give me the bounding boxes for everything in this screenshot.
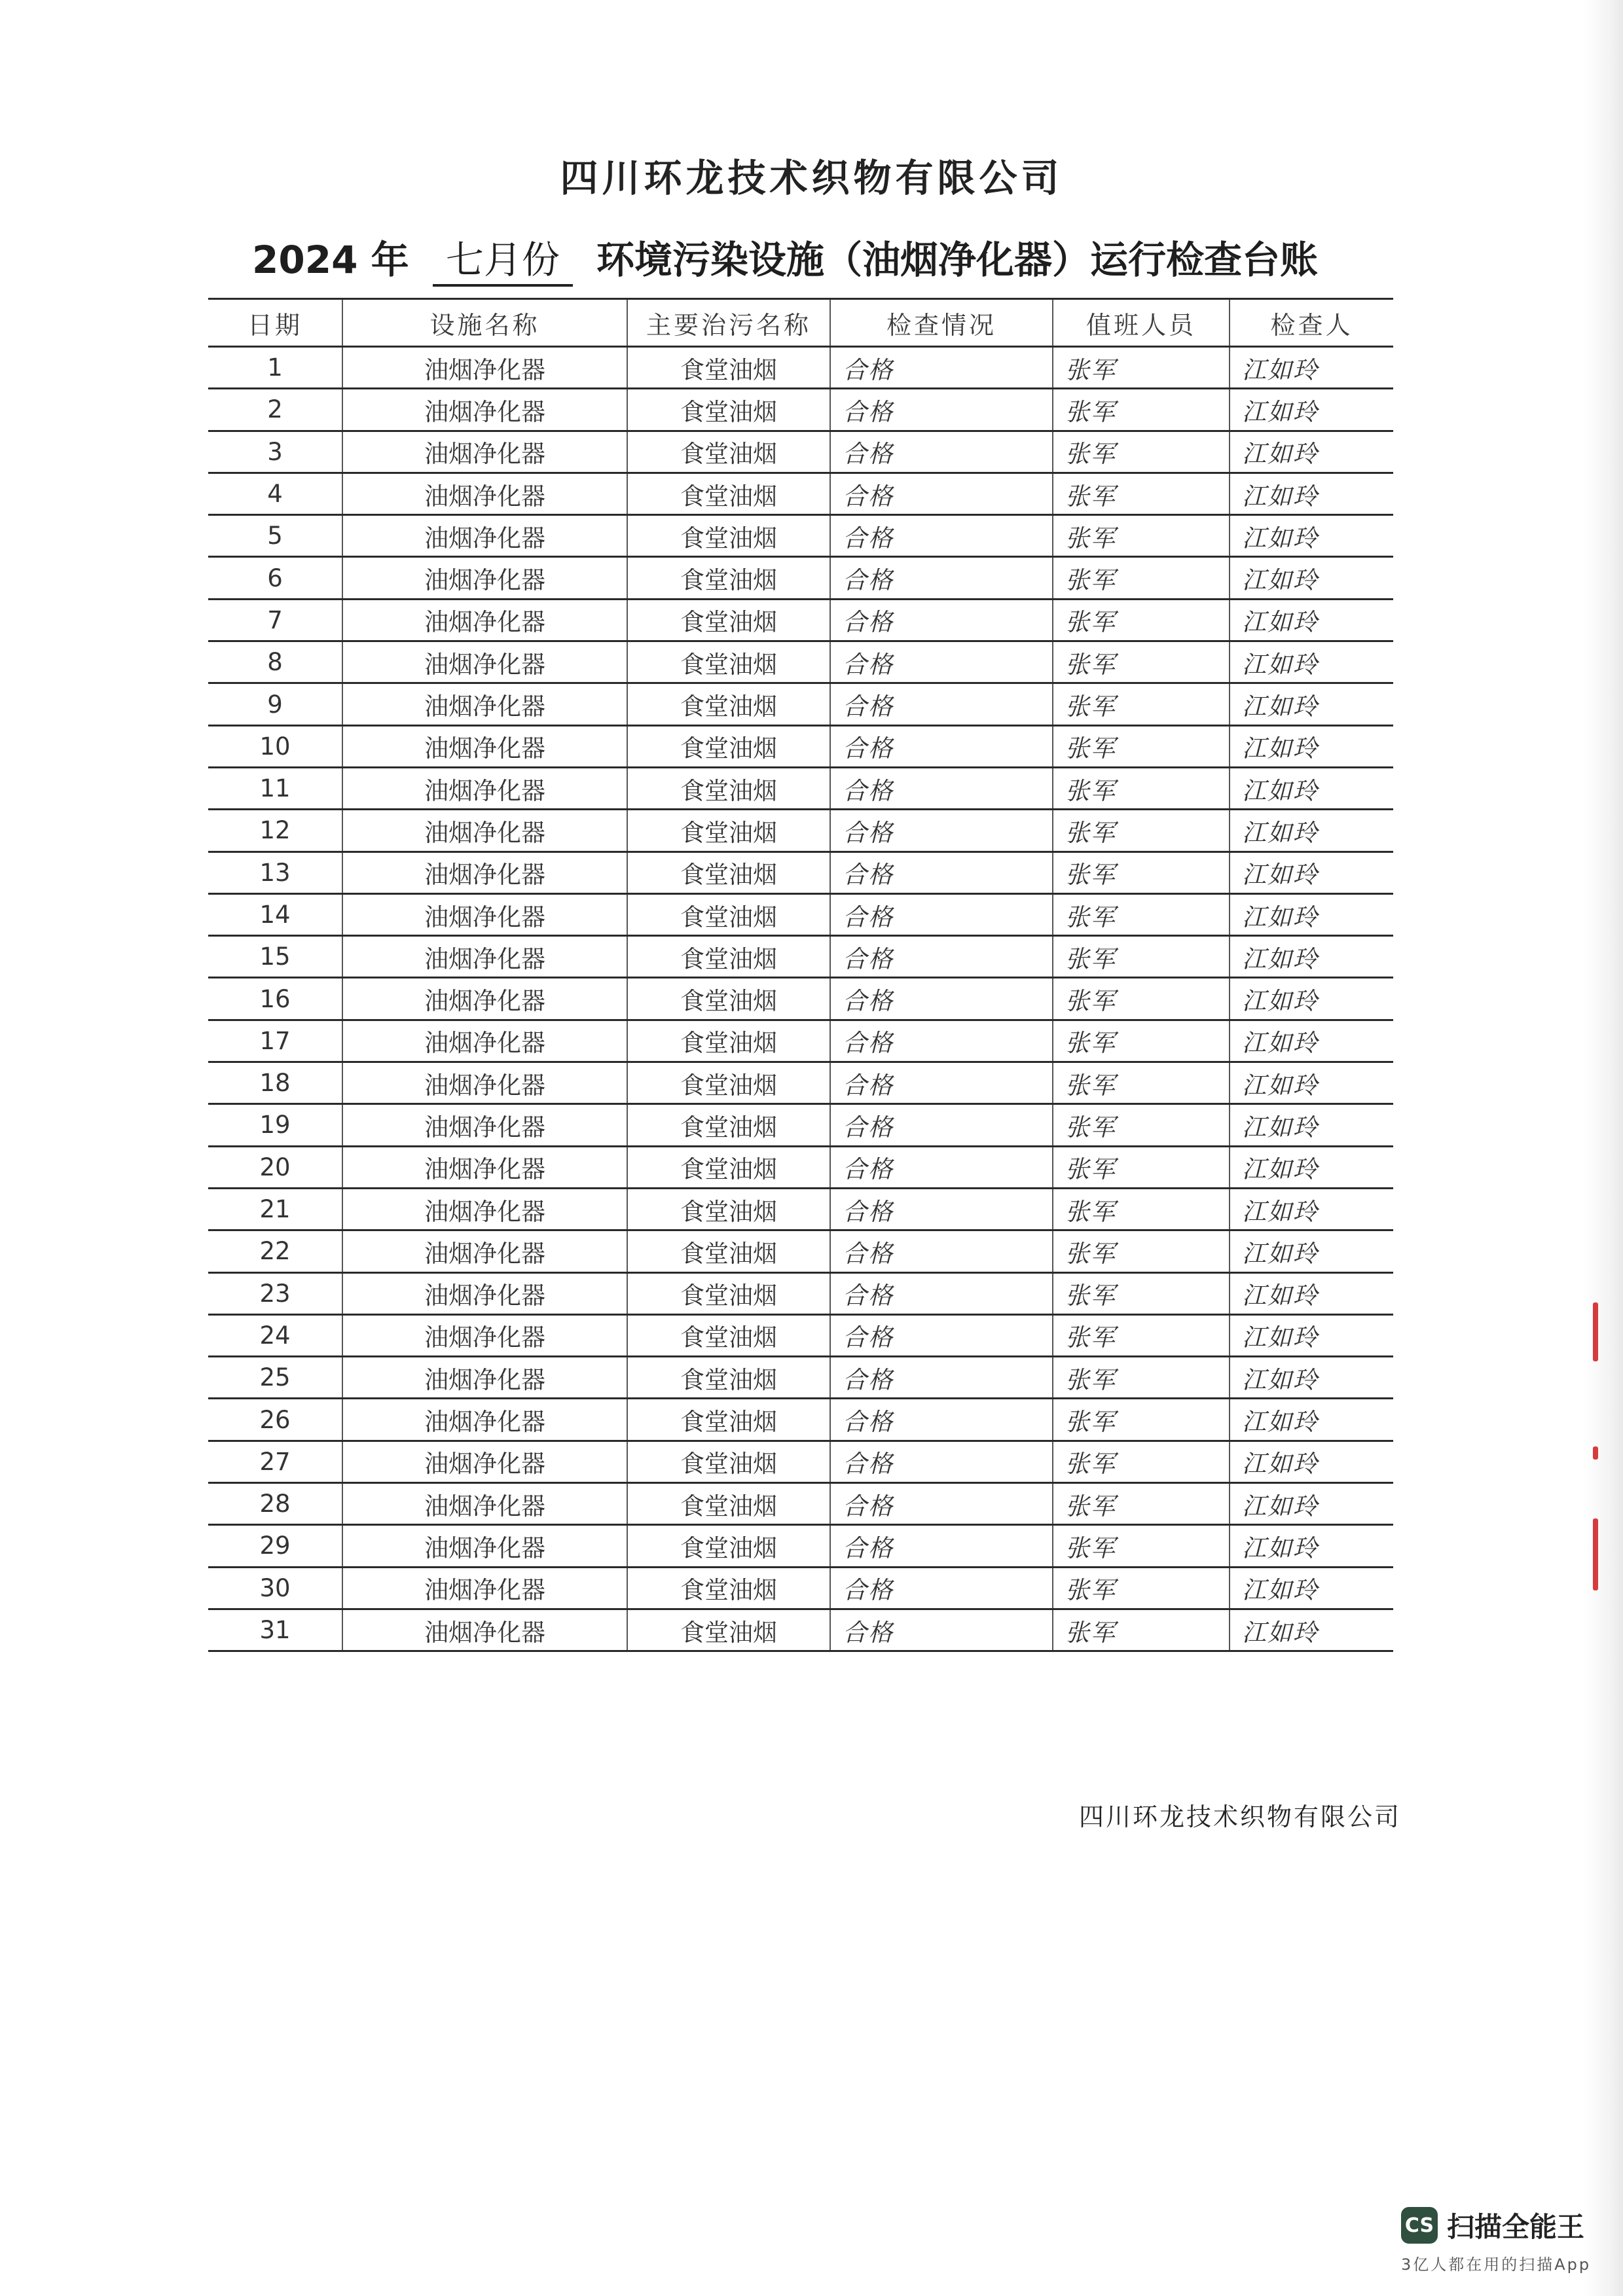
facility-cell: 油烟净化器 [342,725,627,767]
day-cell: 20 [208,1146,342,1188]
status-signature: 合格 [830,1272,1053,1314]
facility-cell: 油烟净化器 [342,347,627,389]
on-duty-signature: 张军 [1053,725,1230,767]
table-row [208,683,1393,725]
on-duty-signature: 张军 [1053,515,1230,557]
on-duty-signature: 张军 [1053,431,1230,473]
on-duty-signature: 张军 [1053,936,1230,978]
facility-cell: 油烟净化器 [342,1230,627,1272]
pollutant-cell: 食堂油烟 [627,599,830,641]
inspector-signature: 江如玲 [1230,1357,1393,1399]
on-duty-signature: 张军 [1053,1567,1230,1609]
day-cell: 23 [208,1272,342,1314]
inspector-signature: 江如玲 [1230,599,1393,641]
inspector-signature: 江如玲 [1230,641,1393,683]
day-cell: 30 [208,1567,342,1609]
status-signature: 合格 [830,473,1053,514]
inspector-signature: 江如玲 [1230,936,1393,978]
table-row [208,852,1393,893]
inspector-signature: 江如玲 [1230,431,1393,473]
table-row [208,1609,1393,1651]
table-row [208,936,1393,978]
pollutant-cell: 食堂油烟 [627,852,830,893]
ledger-month: 七月份 [433,229,573,287]
status-signature: 合格 [830,1399,1053,1441]
facility-cell: 油烟净化器 [342,557,627,599]
scanner-tagline: 3亿人都在用的扫描App [1401,2255,1592,2274]
pollutant-cell: 食堂油烟 [627,1314,830,1356]
facility-cell: 油烟净化器 [342,1314,627,1356]
status-signature: 合格 [830,1188,1053,1230]
header-facility: 设施名称 [342,299,627,347]
on-duty-signature: 张军 [1053,978,1230,1020]
status-signature: 合格 [830,1441,1053,1482]
status-signature: 合格 [830,1609,1053,1651]
facility-cell: 油烟净化器 [342,1020,627,1062]
inspector-signature: 江如玲 [1230,1062,1393,1104]
inspection-ledger-table [208,298,1393,1652]
inspector-signature: 江如玲 [1230,893,1393,935]
on-duty-signature: 张军 [1053,810,1230,852]
day-cell: 14 [208,893,342,935]
table-row [208,978,1393,1020]
table-row [208,1230,1393,1272]
pollutant-cell: 食堂油烟 [627,1483,830,1525]
facility-cell: 油烟净化器 [342,936,627,978]
status-signature: 合格 [830,431,1053,473]
table-row [208,1188,1393,1230]
red-stain-mark [1593,1446,1598,1460]
day-cell: 18 [208,1062,342,1104]
page-edge-shadow [1584,0,1623,2296]
status-signature: 合格 [830,599,1053,641]
inspector-signature: 江如玲 [1230,557,1393,599]
inspector-signature: 江如玲 [1230,852,1393,893]
inspector-signature: 江如玲 [1230,1441,1393,1482]
status-signature: 合格 [830,389,1053,431]
inspector-signature: 江如玲 [1230,515,1393,557]
pollutant-cell: 食堂油烟 [627,347,830,389]
pollutant-cell: 食堂油烟 [627,389,830,431]
on-duty-signature: 张军 [1053,641,1230,683]
pollutant-cell: 食堂油烟 [627,978,830,1020]
header-date: 日期 [208,299,342,347]
table-row [208,1399,1393,1441]
on-duty-signature: 张军 [1053,557,1230,599]
facility-cell: 油烟净化器 [342,1567,627,1609]
pollutant-cell: 食堂油烟 [627,473,830,514]
scanner-logo-icon: CS [1401,2207,1438,2244]
status-signature: 合格 [830,1230,1053,1272]
pollutant-cell: 食堂油烟 [627,683,830,725]
status-signature: 合格 [830,1314,1053,1356]
table-row [208,1314,1393,1356]
day-cell: 21 [208,1188,342,1230]
status-signature: 合格 [830,893,1053,935]
facility-cell: 油烟净化器 [342,978,627,1020]
status-signature: 合格 [830,767,1053,809]
status-signature: 合格 [830,641,1053,683]
inspector-signature: 江如玲 [1230,1188,1393,1230]
on-duty-signature: 张军 [1053,1230,1230,1272]
facility-cell: 油烟净化器 [342,767,627,809]
status-signature: 合格 [830,1567,1053,1609]
on-duty-signature: 张军 [1053,767,1230,809]
red-stain-mark [1593,1518,1598,1590]
pollutant-cell: 食堂油烟 [627,1062,830,1104]
on-duty-signature: 张军 [1053,347,1230,389]
table-row [208,1483,1393,1525]
on-duty-signature: 张军 [1053,1062,1230,1104]
facility-cell: 油烟净化器 [342,1146,627,1188]
on-duty-signature: 张军 [1053,893,1230,935]
header-status: 检查情况 [830,299,1053,347]
facility-cell: 油烟净化器 [342,641,627,683]
on-duty-signature: 张军 [1053,1188,1230,1230]
inspector-signature: 江如玲 [1230,1104,1393,1146]
on-duty-signature: 张军 [1053,473,1230,514]
pollutant-cell: 食堂油烟 [627,893,830,935]
pollutant-cell: 食堂油烟 [627,431,830,473]
pollutant-cell: 食堂油烟 [627,1567,830,1609]
day-cell: 28 [208,1483,342,1525]
company-title: 四川环龙技术织物有限公司 [560,156,1063,200]
status-signature: 合格 [830,810,1053,852]
status-signature: 合格 [830,515,1053,557]
inspector-signature: 江如玲 [1230,725,1393,767]
status-signature: 合格 [830,725,1053,767]
inspector-signature: 江如玲 [1230,389,1393,431]
facility-cell: 油烟净化器 [342,1525,627,1567]
on-duty-signature: 张军 [1053,1272,1230,1314]
day-cell: 13 [208,852,342,893]
table-row [208,1062,1393,1104]
pollutant-cell: 食堂油烟 [627,1230,830,1272]
day-cell: 5 [208,515,342,557]
table-row [208,347,1393,389]
red-stain-mark [1593,1302,1598,1361]
status-signature: 合格 [830,936,1053,978]
inspector-signature: 江如玲 [1230,473,1393,514]
day-cell: 6 [208,557,342,599]
day-cell: 15 [208,936,342,978]
table-row [208,1441,1393,1482]
table-row [208,431,1393,473]
pollutant-cell: 食堂油烟 [627,1020,830,1062]
inspector-signature: 江如玲 [1230,1146,1393,1188]
inspector-signature: 江如玲 [1230,1525,1393,1567]
status-signature: 合格 [830,557,1053,599]
day-cell: 3 [208,431,342,473]
facility-cell: 油烟净化器 [342,431,627,473]
day-cell: 24 [208,1314,342,1356]
facility-cell: 油烟净化器 [342,1062,627,1104]
table-row [208,599,1393,641]
on-duty-signature: 张军 [1053,1104,1230,1146]
pollutant-cell: 食堂油烟 [627,1272,830,1314]
ledger-title-text: 环境污染设施（油烟净化器）运行检查台账 [596,238,1319,282]
status-signature: 合格 [830,852,1053,893]
day-cell: 19 [208,1104,342,1146]
facility-cell: 油烟净化器 [342,1441,627,1482]
facility-cell: 油烟净化器 [342,1399,627,1441]
scanner-watermark [1401,2206,1584,2245]
day-cell: 8 [208,641,342,683]
status-signature: 合格 [830,978,1053,1020]
status-signature: 合格 [830,1483,1053,1525]
day-cell: 4 [208,473,342,514]
inspector-signature: 江如玲 [1230,1399,1393,1441]
day-cell: 7 [208,599,342,641]
facility-cell: 油烟净化器 [342,683,627,725]
on-duty-signature: 张军 [1053,1483,1230,1525]
table-row [208,1272,1393,1314]
table-row [208,1567,1393,1609]
inspector-signature: 江如玲 [1230,1230,1393,1272]
on-duty-signature: 张军 [1053,1146,1230,1188]
inspector-signature: 江如玲 [1230,810,1393,852]
facility-cell: 油烟净化器 [342,893,627,935]
table-header-row [208,299,1393,347]
on-duty-signature: 张军 [1053,1357,1230,1399]
status-signature: 合格 [830,1062,1053,1104]
facility-cell: 油烟净化器 [342,1104,627,1146]
on-duty-signature: 张军 [1053,1609,1230,1651]
pollutant-cell: 食堂油烟 [627,1357,830,1399]
ledger-title [252,229,1417,288]
inspector-signature: 江如玲 [1230,1020,1393,1062]
table-row [208,1020,1393,1062]
day-cell: 16 [208,978,342,1020]
on-duty-signature: 张军 [1053,1525,1230,1567]
on-duty-signature: 张军 [1053,683,1230,725]
day-cell: 1 [208,347,342,389]
day-cell: 2 [208,389,342,431]
table-row [208,389,1393,431]
on-duty-signature: 张军 [1053,1399,1230,1441]
pollutant-cell: 食堂油烟 [627,767,830,809]
status-signature: 合格 [830,1146,1053,1188]
pollutant-cell: 食堂油烟 [627,1104,830,1146]
inspector-signature: 江如玲 [1230,1609,1393,1651]
pollutant-cell: 食堂油烟 [627,1609,830,1651]
inspector-signature: 江如玲 [1230,1483,1393,1525]
header-on-duty: 值班人员 [1053,299,1230,347]
on-duty-signature: 张军 [1053,1314,1230,1356]
table-row [208,725,1393,767]
facility-cell: 油烟净化器 [342,1272,627,1314]
pollutant-cell: 食堂油烟 [627,1525,830,1567]
on-duty-signature: 张军 [1053,389,1230,431]
pollutant-cell: 食堂油烟 [627,1441,830,1482]
on-duty-signature: 张军 [1053,852,1230,893]
pollutant-cell: 食堂油烟 [627,1399,830,1441]
day-cell: 22 [208,1230,342,1272]
on-duty-signature: 张军 [1053,1441,1230,1482]
facility-cell: 油烟净化器 [342,1609,627,1651]
table-row [208,641,1393,683]
facility-cell: 油烟净化器 [342,515,627,557]
inspector-signature: 江如玲 [1230,1272,1393,1314]
footer-company: 四川环龙技术织物有限公司 [1079,1803,1402,1831]
table-body [208,347,1393,1651]
table-row [208,1104,1393,1146]
inspector-signature: 江如玲 [1230,978,1393,1020]
table-row [208,557,1393,599]
facility-cell: 油烟净化器 [342,1483,627,1525]
inspector-signature: 江如玲 [1230,347,1393,389]
inspector-signature: 江如玲 [1230,683,1393,725]
pollutant-cell: 食堂油烟 [627,515,830,557]
facility-cell: 油烟净化器 [342,389,627,431]
pollutant-cell: 食堂油烟 [627,936,830,978]
facility-cell: 油烟净化器 [342,1357,627,1399]
inspector-signature: 江如玲 [1230,1567,1393,1609]
table-row [208,893,1393,935]
pollutant-cell: 食堂油烟 [627,641,830,683]
scanner-app-name: 扫描全能王 [1447,2211,1585,2243]
day-cell: 31 [208,1609,342,1651]
status-signature: 合格 [830,1020,1053,1062]
header-pollutant: 主要治污名称 [627,299,830,347]
facility-cell: 油烟净化器 [342,852,627,893]
on-duty-signature: 张军 [1053,1020,1230,1062]
day-cell: 9 [208,683,342,725]
status-signature: 合格 [830,1357,1053,1399]
status-signature: 合格 [830,683,1053,725]
pollutant-cell: 食堂油烟 [627,557,830,599]
pollutant-cell: 食堂油烟 [627,810,830,852]
table-row [208,1146,1393,1188]
table-row [208,1525,1393,1567]
table-row [208,810,1393,852]
facility-cell: 油烟净化器 [342,810,627,852]
table-row [208,1357,1393,1399]
facility-cell: 油烟净化器 [342,473,627,514]
facility-cell: 油烟净化器 [342,599,627,641]
pollutant-cell: 食堂油烟 [627,1188,830,1230]
status-signature: 合格 [830,347,1053,389]
status-signature: 合格 [830,1525,1053,1567]
header-inspector: 检查人 [1230,299,1393,347]
table-row [208,515,1393,557]
table-row [208,767,1393,809]
day-cell: 12 [208,810,342,852]
inspector-signature: 江如玲 [1230,767,1393,809]
day-cell: 27 [208,1441,342,1482]
ledger-year: 2024 年 [252,238,409,282]
day-cell: 11 [208,767,342,809]
day-cell: 17 [208,1020,342,1062]
facility-cell: 油烟净化器 [342,1188,627,1230]
on-duty-signature: 张军 [1053,599,1230,641]
day-cell: 10 [208,725,342,767]
day-cell: 26 [208,1399,342,1441]
pollutant-cell: 食堂油烟 [627,725,830,767]
inspector-signature: 江如玲 [1230,1314,1393,1356]
pollutant-cell: 食堂油烟 [627,1146,830,1188]
day-cell: 29 [208,1525,342,1567]
status-signature: 合格 [830,1104,1053,1146]
day-cell: 25 [208,1357,342,1399]
table-row [208,473,1393,514]
